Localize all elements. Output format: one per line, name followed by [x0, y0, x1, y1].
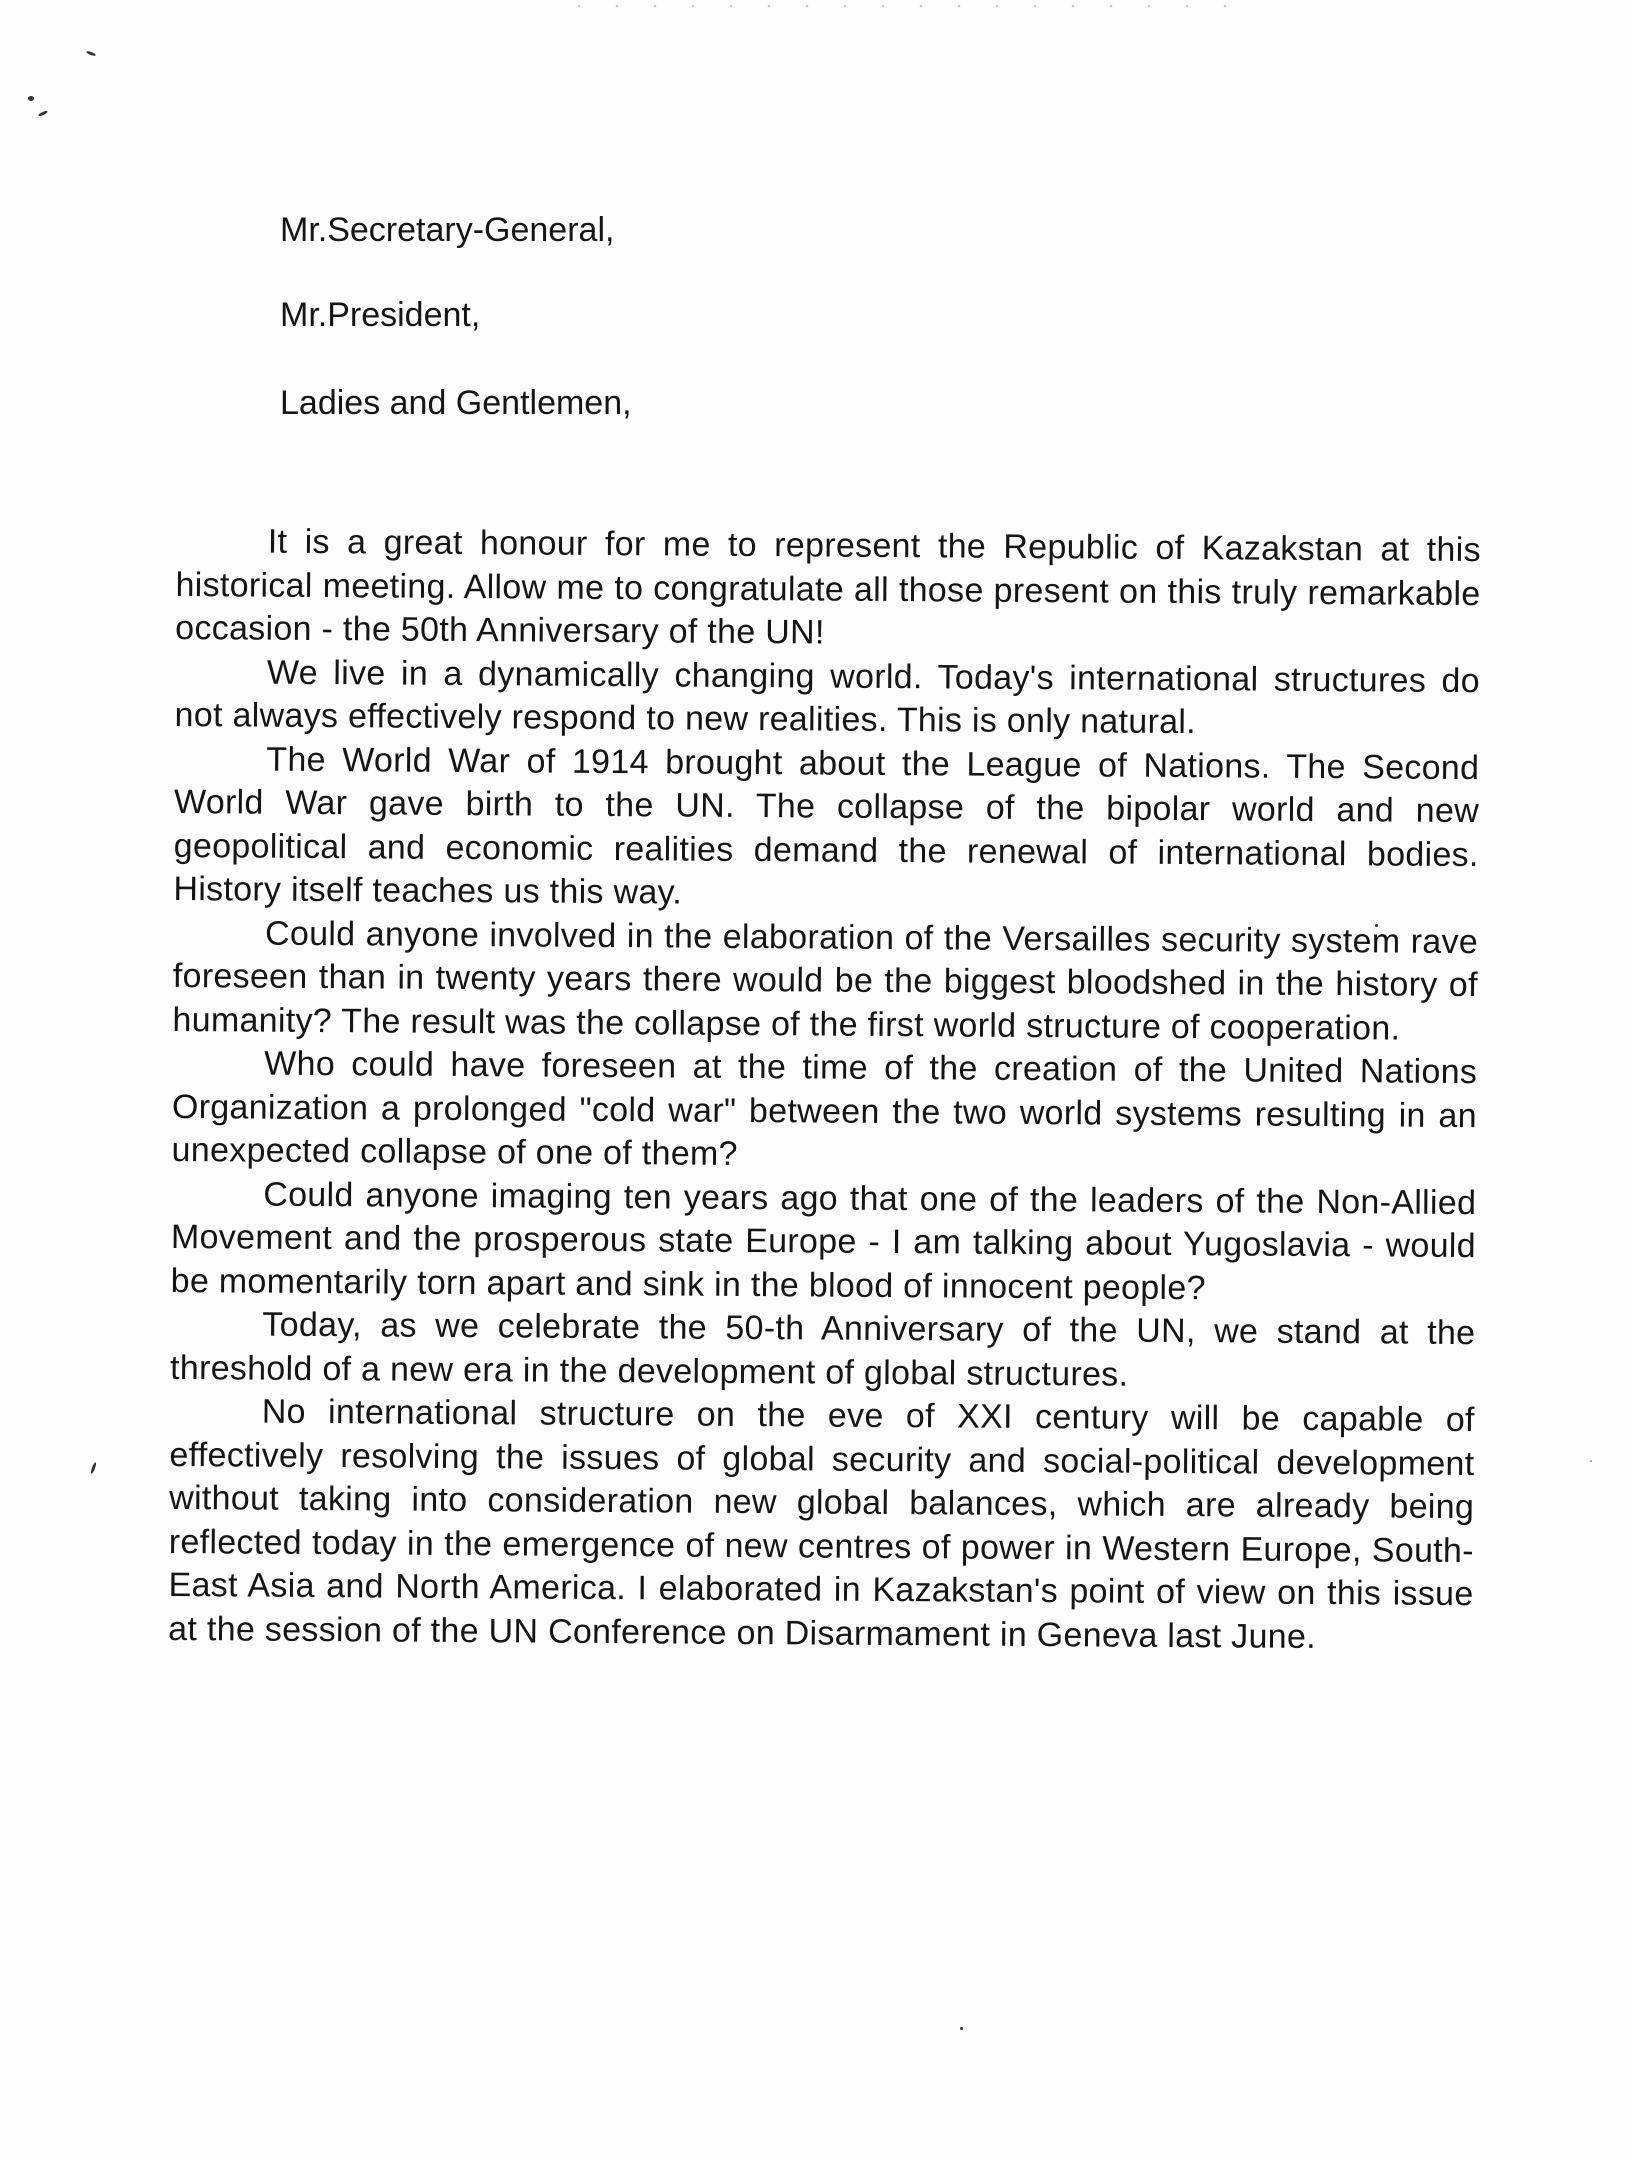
paragraph-opening: It is a great honour for me to represent the Republic of Kazakstan at this historical meeting. Allow me to congratulate all those present on this truly remarkable occasion - the 50th Anniversary of the UN! [175, 522, 1481, 652]
scan-speck [38, 110, 48, 117]
scan-speck [960, 2027, 963, 2030]
salutation-president: Mr.President, [280, 296, 481, 334]
paragraph-global-balances: No international structure on the eve of XXI century will be capable of effectively resolving the issues of global security and social-political development without taking into consideration new global balances, which are already being reflected today in the emergence of new centres of power in Western Europe, South-East Asia and North America. I elaborated in Kazakstan's point of view on this issue at the session of the UN Conference on Disarmament in Geneva last June. [168, 1392, 1475, 1656]
paragraph-changing-world: We live in a dynamically changing world. Today's international structures do not always effectively respond to new realities. This is only natural. [174, 653, 1481, 742]
scan-speck [86, 50, 96, 56]
scan-speck [28, 96, 34, 101]
paragraph-world-wars: The World War of 1914 brought about the League of Nations. The Second World War gave birth to the UN. The collapse of the bipolar world and new geopolitical and economic realities demand the renewal of international bodies. History itself teaches us this way. [173, 740, 1480, 912]
speech-body [168, 520, 1481, 1660]
scan-speck [90, 1462, 97, 1474]
scan-artifact-marks [560, 2, 1260, 10]
paragraph-cold-war: Who could have foreseen at the time of the creation of the United Nations Organization a prolonged "cold war" between the two world systems resulting in an unexpected collapse of one of them? [171, 1044, 1478, 1173]
salutation-secretary-general: Mr.Secretary-General, [280, 211, 615, 249]
paragraph-versailles: Could anyone involved in the elaboration of the Versailles security system rave foreseen than in twenty years there would be the biggest bloodshed in the history of humanity? The result was the collapse of the first world structure of cooperation. [172, 914, 1479, 1048]
scan-speck [1590, 1460, 1592, 1462]
paragraph-new-era: Today, as we celebrate the 50-th Anniversary of the UN, we stand at the threshold of a new era in the development of global structures. [169, 1305, 1476, 1394]
salutation-ladies-gentlemen: Ladies and Gentlemen, [280, 384, 632, 422]
paragraph-yugoslavia: Could anyone imaging ten years ago that one of the leaders of the Non-Allied Movement and the prosperous state Europe - I am talking about Yugoslavia - would be momentarily torn apart and sink in the blood of innocent people? [170, 1175, 1477, 1307]
